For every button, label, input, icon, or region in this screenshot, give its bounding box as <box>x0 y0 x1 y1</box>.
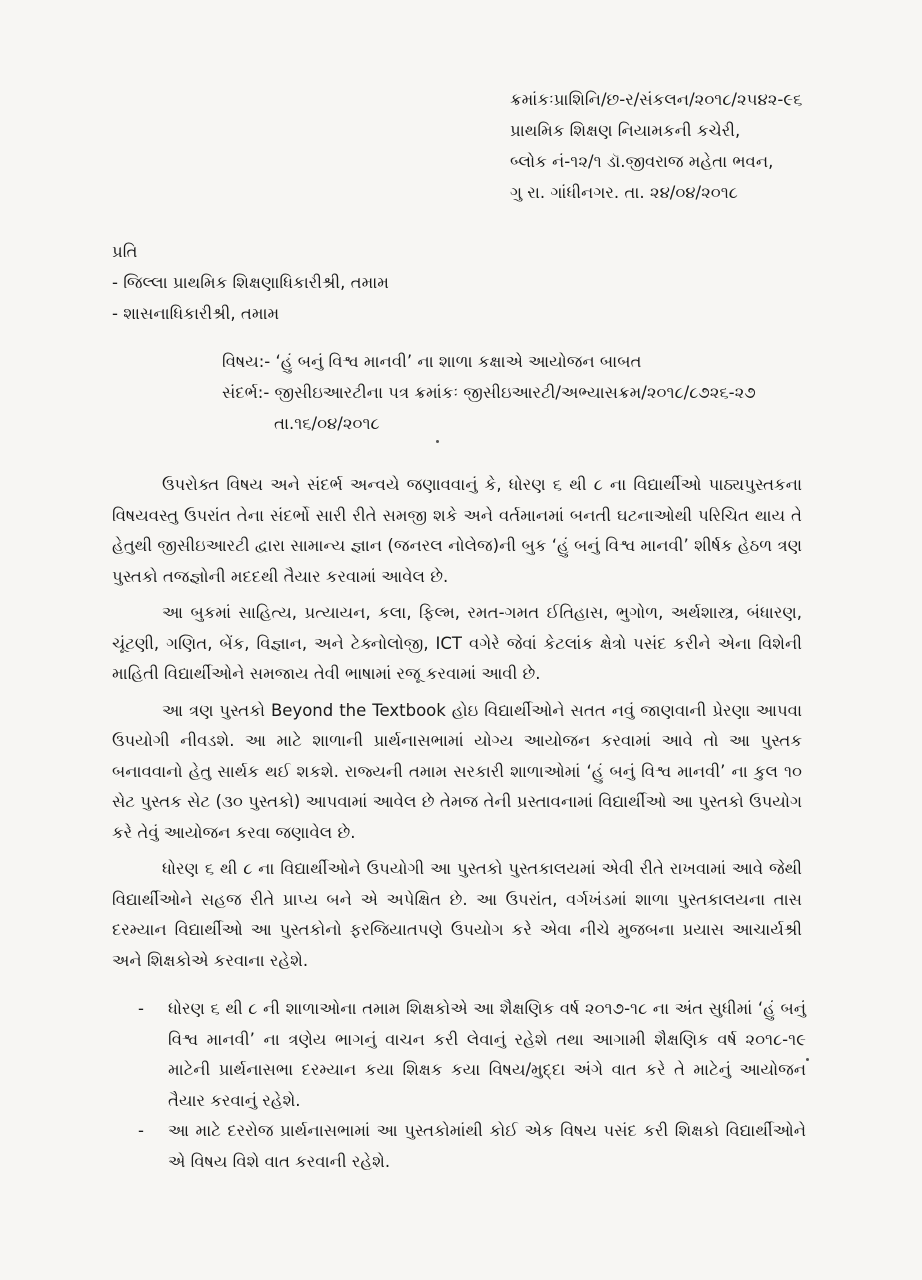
subject-block <box>222 346 756 439</box>
bullet-marker: - <box>138 1121 144 1140</box>
list-item <box>138 1116 806 1177</box>
recipient-line: - શાસનાધિકારીશ્રી, તમામ <box>112 304 280 323</box>
list-item <box>138 994 806 1116</box>
list-item-text: આ માટે દરરોજ પ્રાર્થનાસભામાં આ પુસ્તકોમાંથી કોઈ એક વિષય પસંદ કરી શિક્ષકો વિદ્યાર્થીઓને એ વિષય વિશે વાત કરવાની રહેશે. <box>168 1121 806 1171</box>
bullet-marker: - <box>138 999 144 1018</box>
subject-line: વિષય:- ‘હું બનું વિશ્વ માનવી’ ના શાળા કક્ષાએ આયોજન બાબત <box>222 352 642 371</box>
reference-line: સંદર્ભ:- જીસીઇઆરટીના પત્ર ક્રમાંકઃ જીસીઇઆરટી/અભ્યાસક્રમ/૨૦૧૮/૮૭૨૬-૨૭ <box>222 383 756 402</box>
scan-speck <box>806 1058 809 1061</box>
letter-body <box>112 470 802 982</box>
instruction-list <box>138 994 806 1177</box>
body-paragraph: ધોરણ ૬ થી ૮ ના વિદ્યાર્થીઓને ઉપયોગી આ પુસ્તકો પુસ્તકાલયમાં એવી રીતે રાખવામાં આવે જેથી વિદ્યાર્થીઓને સહજ રીતે પ્રાપ્ય બને એ અપેક્ષિત છે. આ ઉપરાંત, વર્ગખંડમાં શાળા પુસ્તકાલયના તાસ દરમ્યાન વિદ્યાર્થીઓ આ પુસ્તકોનો ફરજિયાતપણે ઉપયોગ કરે એવા નીચે મુજબના પ્રયાસ આચાર્યશ્રી અને શિક્ષકોએ કરવાના રહેશે. <box>112 859 802 970</box>
office-name: પ્રાથમિક શિક્ષણ નિયામકની કચેરી, <box>510 121 741 140</box>
body-paragraph: આ ત્રણ પુસ્તકો Beyond the Textbook હોઇ વિદ્યાર્થીઓને સતત નવું જાણવાની પ્રેરણા આપવા ઉપયોગી નીવડશે. આ માટે શાળાની પ્રાર્થનાસભામાં યોગ્ય આયોજન કરવામાં આવે તો આ પુસ્તક બનાવવાનો હેતુ સાર્થક થઈ શકશે. રાજ્યની તમામ સરકારી શાળાઓમાં ‘હું બનું વિશ્વ માનવી’ ના કુલ ૧૦ સેટ પુસ્તક સેટ (૩૦ પુસ્તકો) આપવામાં આવેલ છે તેમજ તેની પ્રસ્તાવનામાં વિદ્યાર્થીઓ આ પુસ્તકો ઉપયોગ કરે તેવું આયોજન કરવા જણાવેલ છે. <box>112 700 802 842</box>
recipients <box>112 236 389 329</box>
body-paragraph: ઉપરોક્ત વિષય અને સંદર્ભ અન્વયે જણાવવાનું કે, ધોરણ ૬ થી ૮ ના વિદ્યાર્થીઓ પાઠ્યપુસ્તકના વિષયવસ્તુ ઉપરાંત તેના સંદર્ભો સારી રીતે સમજી શકે અને વર્તમાનમાં બનતી ઘટનાઓથી પરિચિત થાય તે હેતુથી જીસીઇઆરટી દ્વારા સામાન્ય જ્ઞાન (જનરલ નોલેજ)ની બુક ‘હું બનું વિશ્વ માનવી’ શીર્ષક હેઠળ ત્રણ પુસ્તકો તજજ્ઞોની મદદથી તૈયાર કરવામાં આવેલ છે. <box>112 475 802 586</box>
letterhead <box>510 84 910 208</box>
recipients-heading: પ્રતિ <box>112 242 138 261</box>
recipient-line: - જિલ્લા પ્રાથમિક શિક્ષણાધિકારીશ્રી, તમામ <box>112 273 389 292</box>
list-item-text: ધોરણ ૬ થી ૮ ની શાળાઓના તમામ શિક્ષકોએ આ શૈક્ષણિક વર્ષ ૨૦૧૭-૧૮ ના અંત સુધીમાં ‘હું બનું વિશ્વ માનવી’ ના ત્રણેય ભાગનું વાચન કરી લેવાનું રહેશે તથા આગામી શૈક્ષણિક વર્ષ ૨૦૧૮-૧૯ માટેની પ્રાર્થનાસભા દરમ્યાન કયા શિક્ષક કયા વિષય/મુદ્દા અંગે વાત કરે તે માટેનું આયોજન તૈયાર કરવાનું રહેશે. <box>168 999 806 1110</box>
office-address: બ્લોક નં-૧૨/૧ ડૉ.જીવરાજ મહેતા ભવન, <box>510 152 774 171</box>
scan-speck <box>436 440 439 443</box>
reference-number: ક્રમાંકઃપ્રાશિનિ/છ-ર/સંકલન/૨૦૧૮/૨૫૪૨-૯૬ <box>510 90 803 109</box>
body-paragraph: આ બુકમાં સાહિત્ય, પ્રત્યાયન, કલા, ફિલ્મ, રમત-ગમત ઈતિહાસ, ભુગોળ, અર્થશાસ્ત્ર, બંધારણ, ચૂંટણી, ગણિત, બેંક, વિજ્ઞાન, અને ટેક્નોલોજી, ICT વગેરે જેવાં કેટલાંક ક્ષેત્રો પસંદ કરીને એના વિશેની માહિતી વિદ્યાર્થીઓને સમજાય તેવી ભાષામાં રજૂ કરવામાં આવી છે. <box>112 603 802 683</box>
reference-date: તા.૧૬/૦૪/૨૦૧૮ <box>274 414 380 433</box>
place-and-date: ગુ રા. ગાંધીનગર. તા. ૨૪/૦૪/૨૦૧૮ <box>510 183 738 202</box>
